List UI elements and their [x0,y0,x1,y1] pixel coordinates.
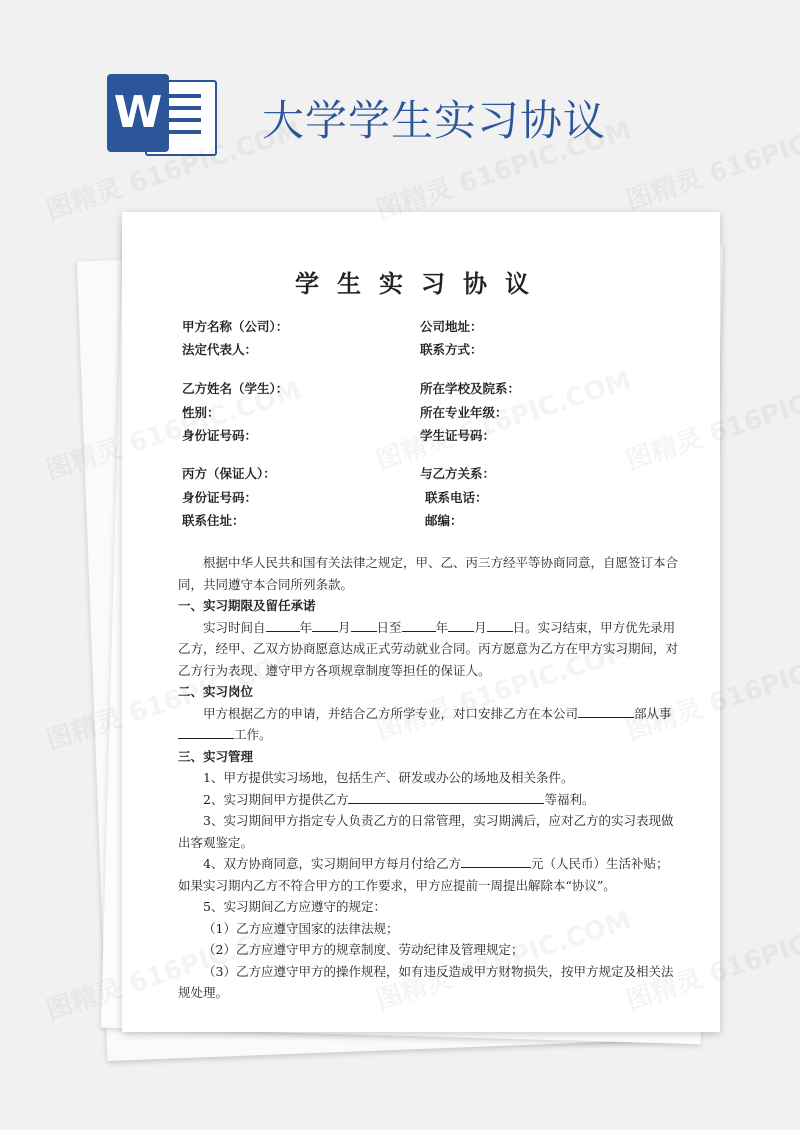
section-3-item-2: 2、实习期间甲方提供乙方 等福利。 [203,791,595,807]
party-c-id-label: 身份证号码： [182,490,258,505]
party-b-name-label: 乙方姓名（学生）： [182,381,289,396]
document-title: 学生实习协议 [295,269,547,298]
party-b-gender-label: 性别： [182,405,220,420]
document-page [122,212,720,1032]
party-b-student-id-label: 学生证号码： [420,428,496,443]
party-a-contact-label: 联系方式： [420,342,483,357]
banner-title: 大学学生实习协议 [262,96,607,145]
blank-field [461,854,531,868]
party-c-relation-label: 与乙方关系： [420,466,496,481]
section-1-heading: 一、实习期限及留任承诺 [178,598,316,613]
section-3-heading: 三、实习管理 [178,748,254,764]
blank-field [266,618,300,632]
blank-field [348,790,544,804]
section-3-sub-3: （3）乙方应遵守甲方的操作规程，如有违反造成甲方财物损失，按甲方规定及相关法规处理。 [178,963,674,1000]
blank-field [487,618,513,632]
party-a-name-label: 甲方名称（公司）： [182,319,289,334]
section-3-item-4: 4、双方协商同意，实习期间甲方每月付给乙方 元（人民币）生活补贴；如果实习期内乙方不符合甲方的工作要求，甲方应提前一周提出解除本“协议”。 [178,856,669,893]
party-c-name-label: 丙方（保证人）： [182,466,276,481]
party-c-address-label: 联系住址： [182,513,245,528]
document-body [178,552,678,1004]
blank-field [402,618,436,632]
section-2-heading: 二、实习岗位 [178,684,254,699]
blank-field [578,704,634,718]
party-c-phone-label: 联系电话： [425,490,488,505]
section-3-sub-2: （2）乙方应遵守甲方的规章制度、劳动纪律及管理规定； [203,942,524,957]
party-a-rep-label: 法定代表人： [182,342,258,357]
party-c-zip-label: 邮编： [425,513,463,528]
intro-paragraph: 根据中华人民共和国有关法律之规定，甲、乙、丙三方经平等协商同意，自愿签订本合同，共同遵守本合同所列条款。 [178,555,679,592]
party-b-major-label: 所在专业年级： [420,405,508,420]
blank-field [448,618,474,632]
word-document-icon [107,74,215,156]
section-3-item-3: 3、实习期间甲方指定专人负责乙方的日常管理，实习期满后，应对乙方的实习表现做出客观鉴定。 [178,813,674,850]
party-b-id-label: 身份证号码： [182,428,258,443]
party-b-school-label: 所在学校及院系： [420,381,521,396]
word-icon-letter: W [107,74,169,152]
blank-field [351,618,377,632]
banner-header [0,0,800,200]
party-a-address-label: 公司地址： [420,319,483,334]
section-3-item-1: 1、甲方提供实习场地，包括生产、研发或办公的场地及相关条件。 [203,770,574,785]
blank-field [178,725,234,739]
section-3-sub-1: （1）乙方应遵守国家的法律法规； [203,920,399,936]
section-3-item-5: 5、实习期间乙方应遵守的规定： [203,899,386,914]
section-1-paragraph: 实习时间自 年 月 日至 年 月 日。实习结束，甲方优先录用乙方，经甲、乙双方协商愿意达成正式劳动就业合同。丙方愿意为乙方在甲方实习期间，对乙方行为表现、遵守甲方各项规章制度等担任的保证人。 [178,619,679,678]
blank-field [312,618,338,632]
section-2-paragraph: 甲方根据乙方的申请，并结合乙方所学专业，对口安排乙方在本公司 部从事工作。 [178,703,678,746]
